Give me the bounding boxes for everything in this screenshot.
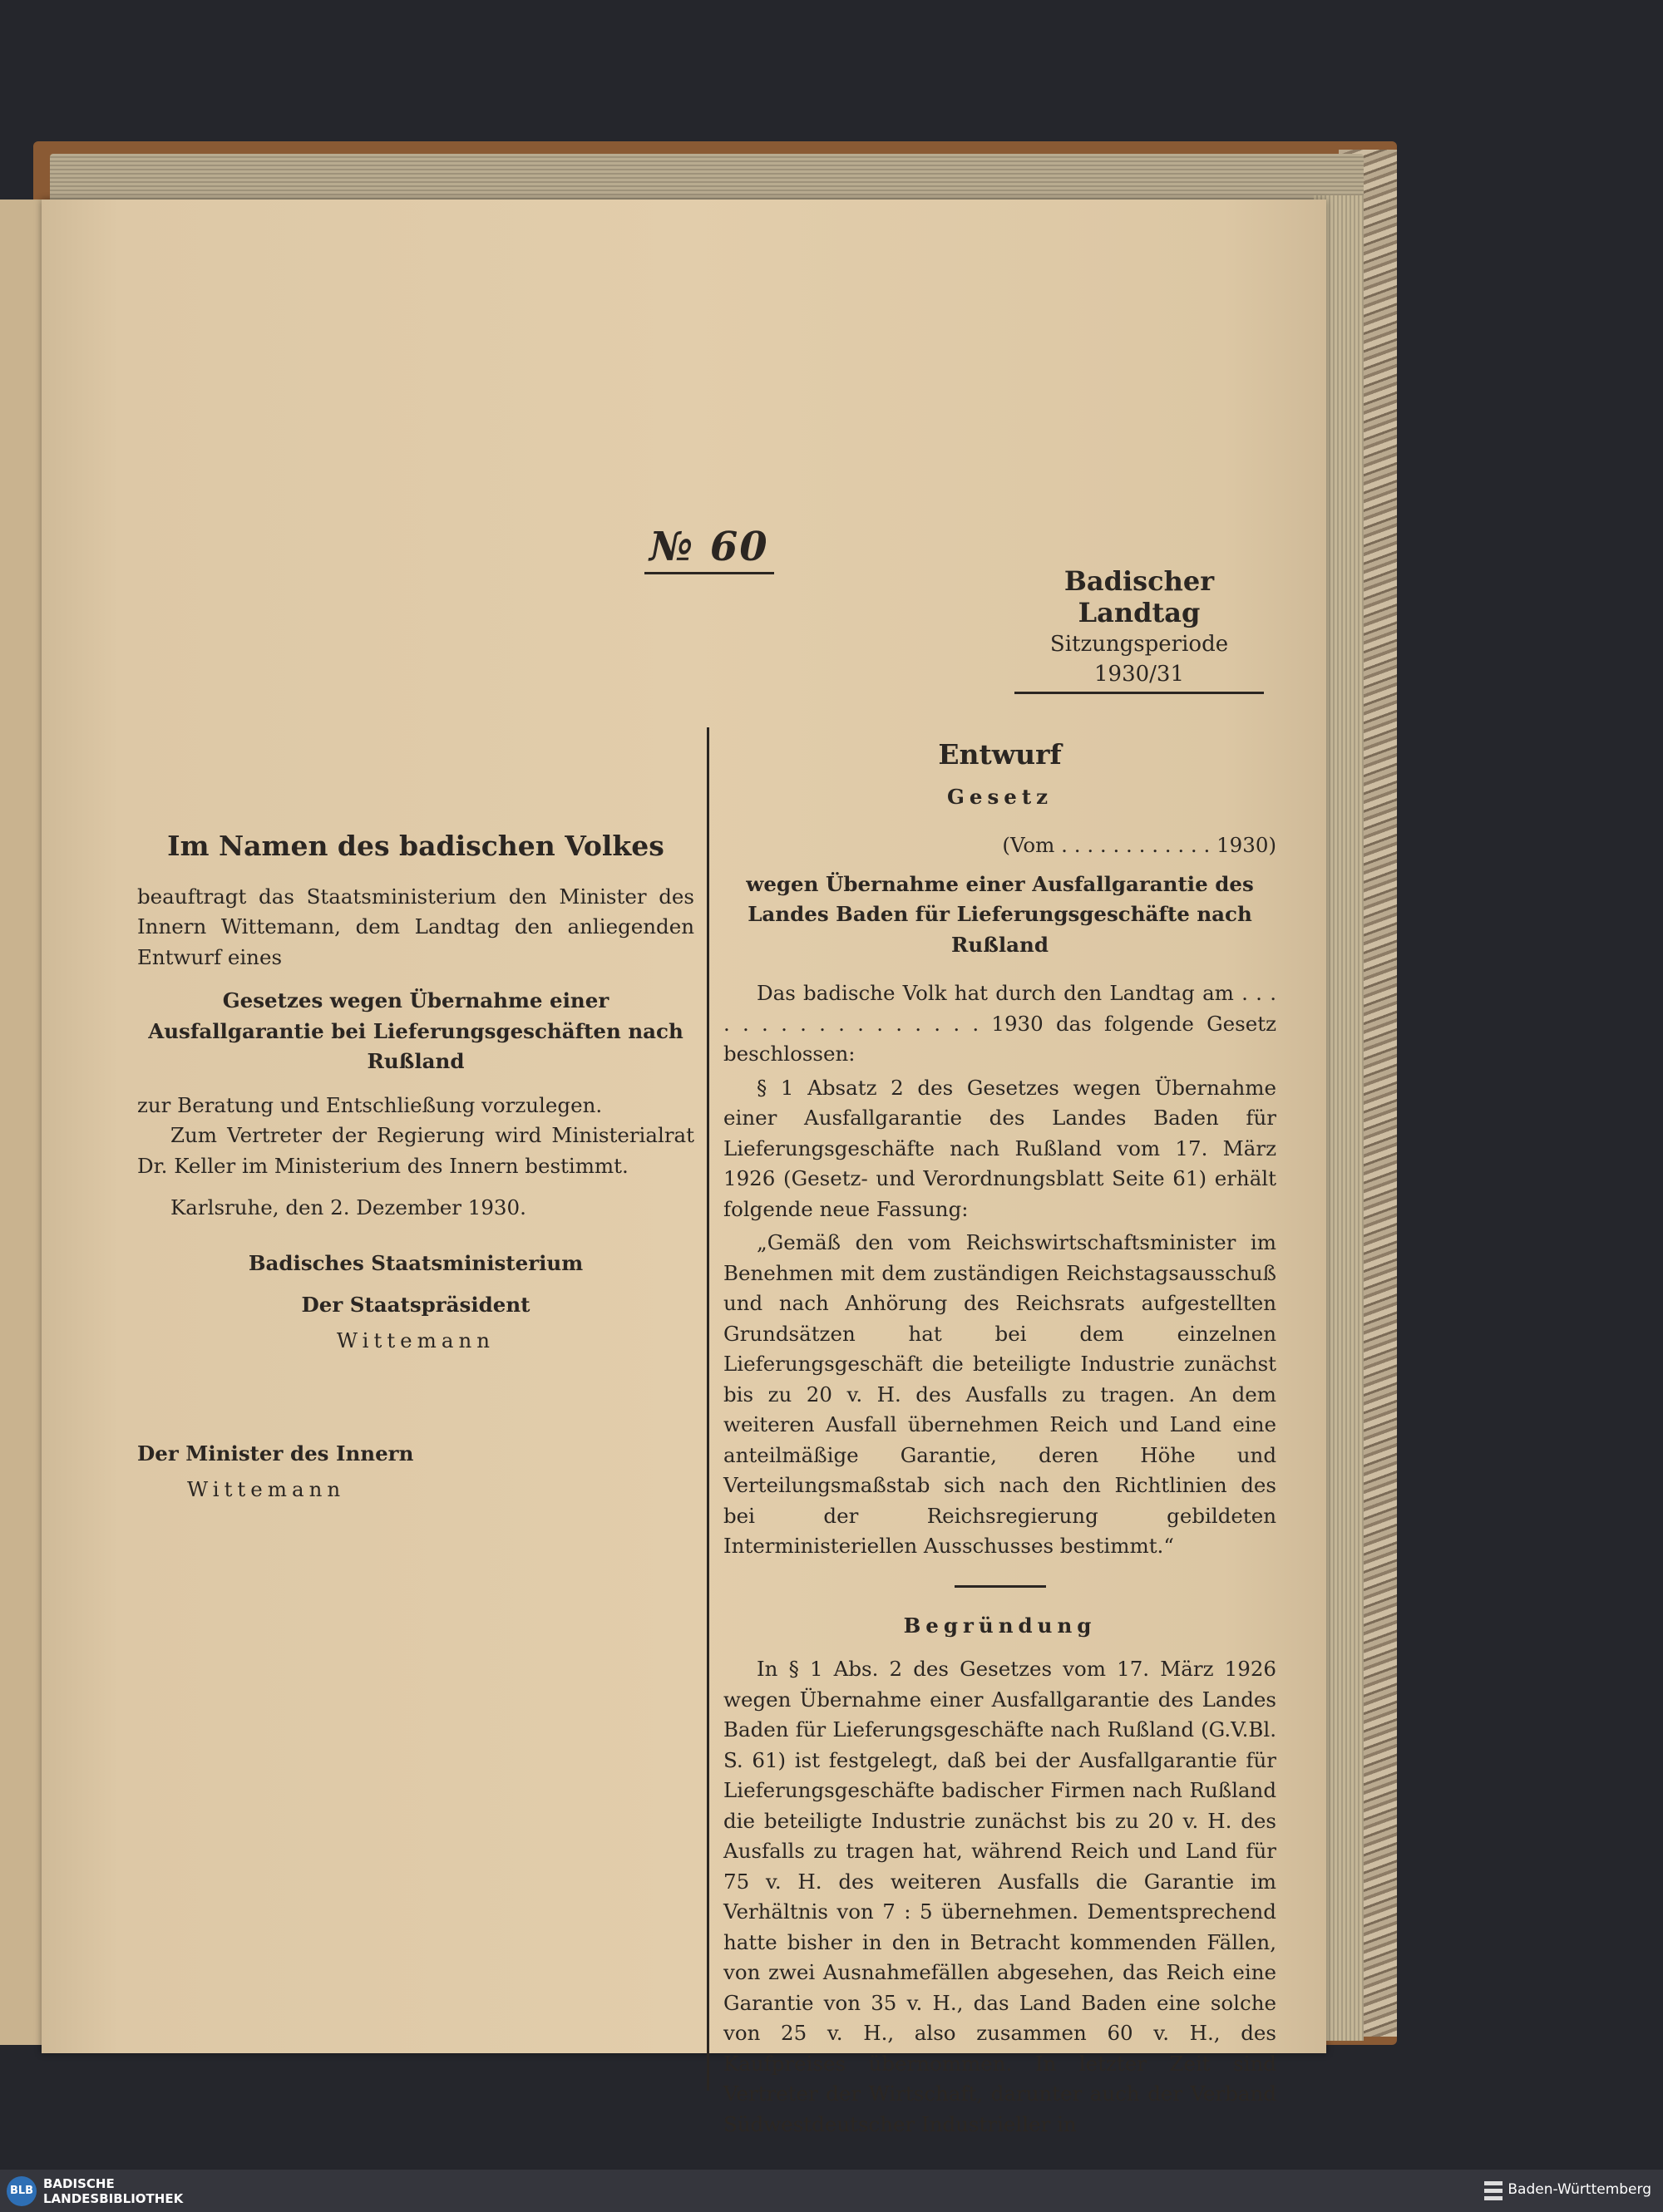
consult-text: zur Beratung und Entschließung vorzulegen. <box>137 1092 603 1117</box>
document-page <box>42 200 1326 2136</box>
reason-heading: Begründung <box>903 1613 1097 1638</box>
draft-heading: Entwurf <box>938 738 1062 771</box>
reason-text: In § 1 Abs. 2 des Gesetzes vom 17. März 1926 wegen Übernahme einer Ausfallgarantie des Landes Baden für Lieferungsgeschäfte nach Rußland (G.V.Bl. S. 61) ist festgelegt, daß bei der Ausfallgarantie für Lieferungsgeschäfte badischer Firmen nach Rußland die beteiligte Industrie zunächst bis zu 20 v. H. des Ausfalls zu tragen hat, während Reich und Land für 75 v. H. des weiteren Ausfalls die Garantie im Verhältnis von 7 : 5 übernehmen. Dementsprechend hatte bisher in den in Betracht kommenden Fällen, von zwei Ausnahmefällen abgesehen, das Reich eine Garantie von 35 v. H., das Land Baden eine solche von 25 v. H., also zusammen 60 v. H., des Kaufpreises übernommen. In letzter Zeit sind Vertreter der Wirtschaft, darunter auch der Verband Südwestdeutscher Industrieller in <box>723 1657 1276 2136</box>
law-heading: Gesetz <box>946 784 1054 809</box>
right-column <box>723 740 1276 2140</box>
state-name[interactable]: Baden-Württemberg <box>1508 2181 1651 2198</box>
new-wording: „Gemäß den vom Reichswirtschaftsminister im Benehmen mit dem zuständigen Reichstagsausschuß und nach Anhörung des Reichsrats aufgestellten Grundsätzen hat bei dem einzelnen Lieferungsgeschäft die beteiligte Industrie zunächst bis zu 20 v. H. des Ausfalls zu tragen. An dem weiteren Ausfall übernehmen Reich und Land eine anteilmäßige Garantie, deren Höhe und Verteilungsmaßstab sich nach den Richtlinien des bei der Reichsregierung gebildeten Interministeriellen Ausschusses bestimmt.“ <box>723 1230 1276 1558</box>
enactment-clause: Das badische Volk hat durch den Landtag am . . . . . . . . . . . . . . . . . 1930 das folgende Gesetz beschlossen: <box>723 981 1276 1066</box>
section-rule <box>955 1585 1046 1588</box>
law-subject: wegen Übernahme einer Ausfallgarantie des Landes Baden für Lieferungsgeschäfte nach Rußland <box>746 871 1254 957</box>
landtag-name: Badischer Landtag <box>1063 565 1215 628</box>
session-years: 1930/31 <box>1014 662 1264 694</box>
column-divider <box>707 727 709 2091</box>
coat-of-arms-icon <box>1482 2178 1505 2205</box>
landtag-header <box>1014 565 1264 694</box>
section-amendment: § 1 Absatz 2 des Gesetzes wegen Übernahme einer Ausfallgarantie des Landes Baden für Lieferungsgeschäfte nach Rußland vom 17. März 1926 (Gesetz- und Verordnungsblatt Seite 61) erhält folgende neue Fassung: <box>723 1075 1276 1221</box>
document-number: № 60 <box>644 524 774 574</box>
left-heading: Im Namen des badischen Volkes <box>167 830 664 862</box>
ministry-name: Badisches Staatsministerium <box>248 1250 584 1275</box>
library-name[interactable] <box>43 2176 183 2206</box>
library-name-line1: BADISCHE <box>43 2176 115 2191</box>
place-date: Karlsruhe, den 2. Dezember 1930. <box>170 1195 526 1219</box>
session-label: Sitzungsperiode <box>1049 632 1229 657</box>
law-title: Gesetzes wegen Übernahme einer Ausfallgarantie bei Lieferungsgeschäften nach Rußland <box>148 988 683 1073</box>
viewer-footer <box>0 2170 1663 2212</box>
president-name: Wittemann <box>336 1328 496 1352</box>
page-stack-top <box>50 154 1364 200</box>
blb-logo[interactable]: BLB <box>7 2176 37 2206</box>
previous-page-edge <box>0 200 46 2045</box>
left-intro: beauftragt das Staatsministerium den Minister des Innern Wittemann, dem Landtag den anliegenden Entwurf eines <box>137 884 694 969</box>
library-name-line2: LANDESBIBLIOTHEK <box>43 2191 184 2206</box>
minister-name: Wittemann <box>187 1476 346 1501</box>
president-title: Der Staatspräsident <box>301 1293 530 1317</box>
left-column <box>137 831 694 1505</box>
law-date: (Vom . . . . . . . . . . . . 1930) <box>1002 833 1276 857</box>
representative-text: Zum Vertreter der Regierung wird Ministerialrat Dr. Keller im Ministerium des Innern bestimmt. <box>137 1123 694 1178</box>
minister-title: Der Minister des Innern <box>137 1441 414 1466</box>
